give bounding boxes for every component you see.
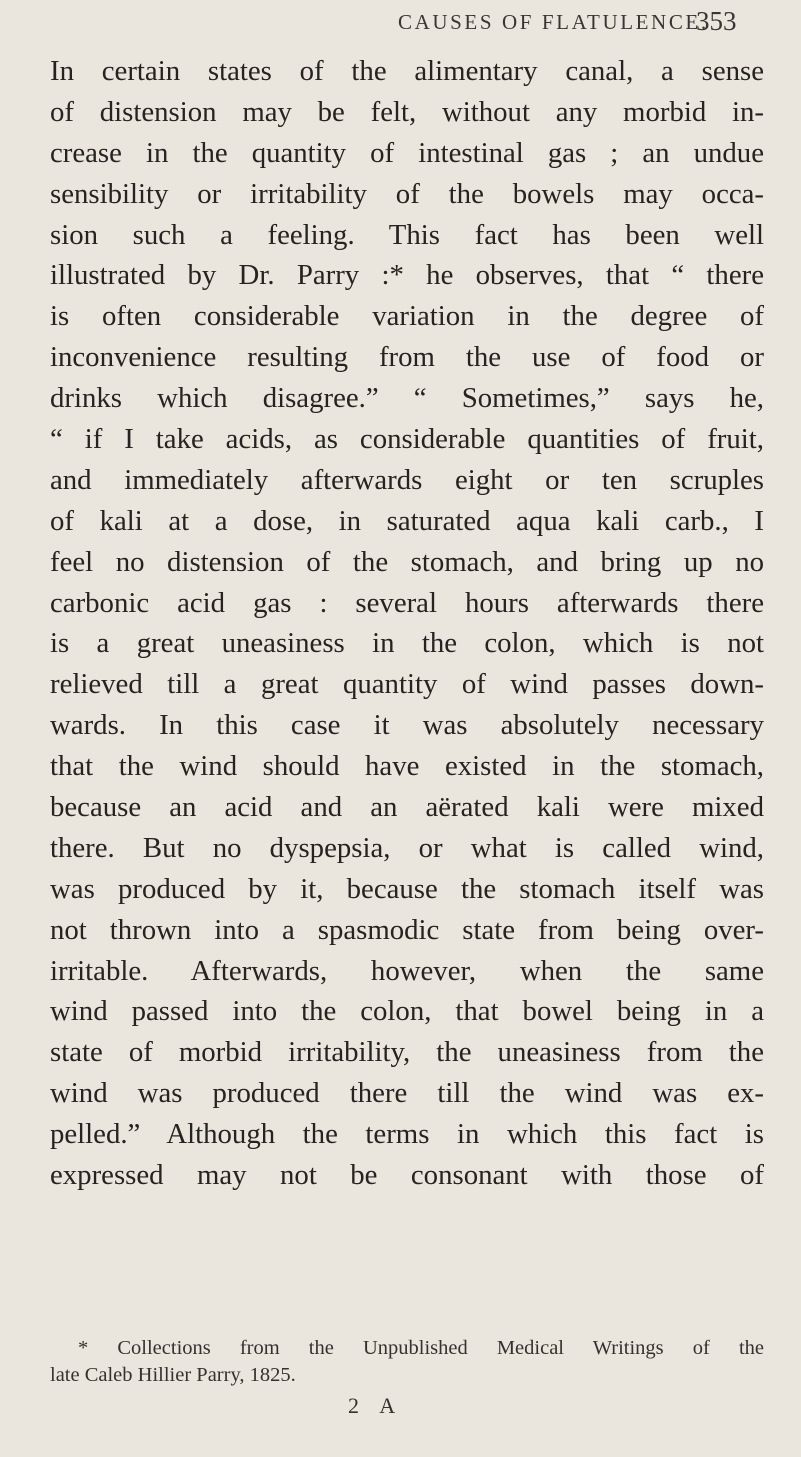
text-line: expressed may not be consonant with those of [50,1159,764,1192]
text-line: there. But no dyspepsia, or what is called wind, [50,831,764,864]
text-line: wind passed into the colon, that bowel being in a [50,995,764,1028]
text-line: not thrown into a spasmodic state from being over- [50,913,764,946]
footnote-line: late Caleb Hillier Parry, 1825. [50,1364,296,1386]
text-line: was produced by it, because the stomach itself was [50,872,764,905]
text-line: carbonic acid gas : several hours afterwards there [50,586,764,619]
text-line: is often considerable variation in the degree of [50,300,764,333]
text-line: “ if I take acids, as considerable quantities of fruit, [50,423,764,456]
text-line: feel no distension of the stomach, and bring up no [50,545,764,578]
text-line: In certain states of the alimentary canal, a sense [50,55,764,87]
text-line: sion such a feeling. This fact has been well [50,218,764,251]
text-line: relieved till a great quantity of wind passes down- [50,668,764,701]
text-line: pelled.” Although the terms in which this fact is [50,1118,764,1151]
running-head-title: CAUSES OF FLATULENCE. [398,10,709,34]
text-line: of kali at a dose, in saturated aqua kali carb., I [50,504,764,537]
text-line: inconvenience resulting from the use of food or [50,341,764,374]
text-line: that the wind should have existed in the stomach, [50,750,764,783]
text-line: drinks which disagree.” “ Sometimes,” says he, [50,382,764,415]
signature-mark: 2 A [348,1393,404,1418]
text-line: because an acid and an aërated kali were mixed [50,791,764,824]
text-line: sensibility or irritability of the bowels may occa- [50,177,764,210]
footnote [50,1335,764,1389]
body-paragraph [50,51,764,1196]
text-line: is a great uneasiness in the colon, which is not [50,627,764,660]
running-head [0,4,801,44]
footnote-line: * Collections from the Unpublished Medical Writings of the [78,1337,764,1359]
text-line: crease in the quantity of intestinal gas ; an undue [50,136,764,169]
text-line: wards. In this case it was absolutely necessary [50,709,764,742]
text-line: state of morbid irritability, the uneasiness from the [50,1036,764,1069]
text-line: wind was produced there till the wind was ex- [50,1077,764,1110]
text-line: of distension may be felt, without any morbid in- [50,95,764,128]
text-line: irritable. Afterwards, however, when the same [50,954,764,987]
page-number: 353 [696,6,737,36]
text-line: and immediately afterwards eight or ten scruples [50,463,764,496]
text-line: illustrated by Dr. Parry :* he observes, that “ there [50,259,764,292]
